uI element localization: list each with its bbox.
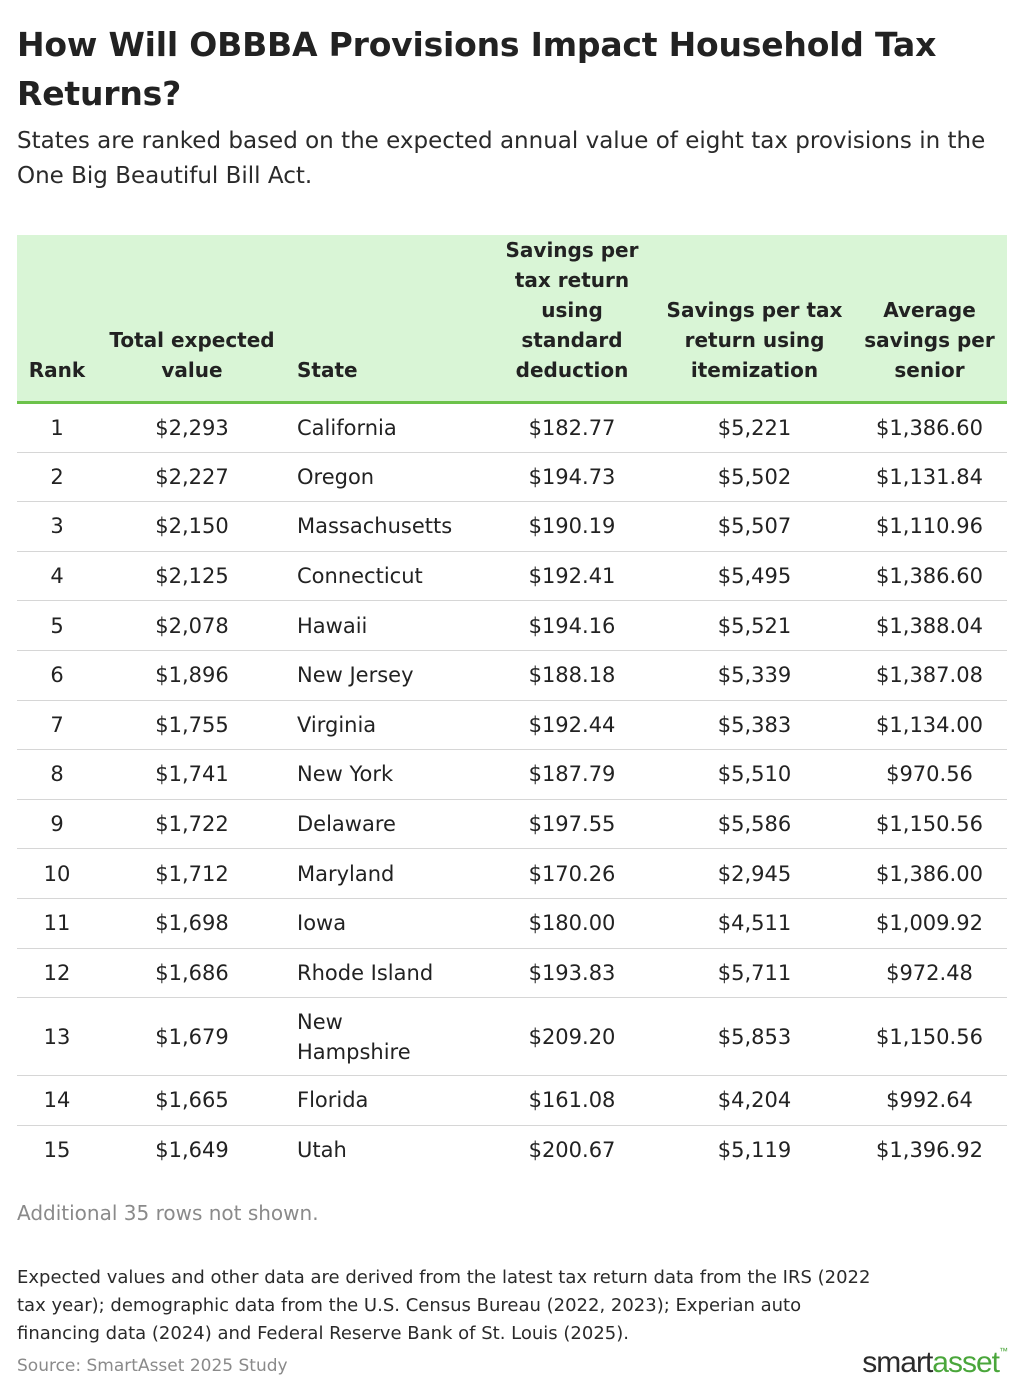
- itemization-cell: $5,495: [657, 551, 852, 601]
- total-value-cell: $2,150: [97, 502, 287, 552]
- standard-deduction-cell: $188.18: [487, 650, 657, 700]
- logo-trademark: ™: [999, 1346, 1008, 1356]
- page-title: How Will OBBBA Provisions Impact Household Tax Returns?: [17, 25, 937, 113]
- total-value-cell: $1,679: [97, 998, 287, 1076]
- column-header-total-expected-value: Total expected value: [97, 235, 287, 403]
- total-value-cell: $2,078: [97, 601, 287, 651]
- senior-savings-cell: $992.64: [852, 1076, 1007, 1126]
- table-body: [17, 403, 1007, 1175]
- state-cell: Utah: [297, 1138, 347, 1163]
- state-cell: New York: [287, 750, 487, 800]
- total-value-cell: $1,665: [97, 1076, 287, 1126]
- itemization-cell: $5,383: [657, 700, 852, 750]
- table-row: [17, 1076, 1007, 1126]
- table-row: [17, 898, 1007, 948]
- state-cell: Massachusetts: [287, 502, 487, 552]
- table-row: [17, 998, 1007, 1076]
- column-header-state: State: [287, 235, 487, 403]
- state-cell: Connecticut: [287, 551, 487, 601]
- column-header-average-savings-senior: Average savings per senior: [852, 235, 1007, 403]
- senior-savings-cell: $1,131.84: [852, 452, 1007, 502]
- standard-deduction-cell: $182.77: [487, 403, 657, 453]
- state-cell: New Jersey: [287, 650, 487, 700]
- rank-cell: 12: [17, 948, 97, 998]
- table-row: [17, 502, 1007, 552]
- column-header-rank: Rank: [17, 235, 97, 403]
- itemization-cell: $5,502: [657, 452, 852, 502]
- rank-cell: 4: [17, 551, 97, 601]
- total-value-cell: $1,755: [97, 700, 287, 750]
- senior-savings-cell: $1,150.56: [852, 998, 1007, 1076]
- rank-cell: 2: [17, 452, 97, 502]
- itemization-cell: $5,521: [657, 601, 852, 651]
- standard-deduction-cell: $192.41: [487, 551, 657, 601]
- senior-savings-cell: $1,150.56: [852, 799, 1007, 849]
- senior-savings-cell: $1,387.08: [852, 650, 1007, 700]
- table-row: [17, 799, 1007, 849]
- table-row: [17, 452, 1007, 502]
- senior-savings-cell: $1,386.00: [852, 849, 1007, 899]
- senior-savings-cell: $970.56: [852, 750, 1007, 800]
- senior-savings-cell: $1,009.92: [852, 898, 1007, 948]
- senior-savings-cell: $1,396.92: [876, 1138, 983, 1163]
- total-value-cell: $2,125: [97, 551, 287, 601]
- rank-cell: 10: [17, 849, 97, 899]
- standard-deduction-cell: $187.79: [487, 750, 657, 800]
- senior-savings-cell: $1,386.60: [852, 551, 1007, 601]
- table-row: [17, 650, 1007, 700]
- state-cell: Maryland: [287, 849, 487, 899]
- senior-savings-cell: $1,134.00: [852, 700, 1007, 750]
- total-value-cell: $1,649: [155, 1138, 229, 1163]
- state-cell: Delaware: [287, 799, 487, 849]
- column-header-standard-deduction: Savings per tax return using standard deduction: [487, 235, 657, 403]
- state-cell: Virginia: [287, 700, 487, 750]
- total-value-cell: $2,227: [97, 452, 287, 502]
- rank-cell: 9: [17, 799, 97, 849]
- table-row: [17, 551, 1007, 601]
- standard-deduction-cell: $209.20: [487, 998, 657, 1076]
- itemization-cell: $4,511: [657, 898, 852, 948]
- itemization-cell: $5,853: [657, 998, 852, 1076]
- page-subtitle: States are ranked based on the expected annual value of eight tax provisions in the One Big Beautiful Bill Act.: [17, 128, 986, 189]
- rank-cell: 14: [17, 1076, 97, 1126]
- table-row: [17, 601, 1007, 651]
- state-cell: Florida: [287, 1076, 487, 1126]
- itemization-cell: $2,945: [657, 849, 852, 899]
- logo-text-asset: asset: [932, 1346, 999, 1379]
- standard-deduction-cell: $194.73: [487, 452, 657, 502]
- table-row: [17, 849, 1007, 899]
- senior-savings-cell: $1,388.04: [852, 601, 1007, 651]
- standard-deduction-cell: $194.16: [487, 601, 657, 651]
- standard-deduction-cell: $161.08: [487, 1076, 657, 1126]
- senior-savings-cell: $972.48: [852, 948, 1007, 998]
- itemization-cell: $5,507: [657, 502, 852, 552]
- state-cell: New Hampshire: [287, 998, 487, 1076]
- senior-savings-cell: $1,110.96: [852, 502, 1007, 552]
- rank-cell: 6: [17, 650, 97, 700]
- rows-hidden-note: Additional 35 rows not shown.: [17, 1201, 319, 1225]
- smartasset-logo: [862, 1346, 1008, 1380]
- senior-savings-cell: $1,386.60: [852, 403, 1007, 453]
- rank-cell: 5: [17, 601, 97, 651]
- state-cell: Rhode Island: [287, 948, 487, 998]
- total-value-cell: $1,698: [97, 898, 287, 948]
- total-value-cell: $1,686: [97, 948, 287, 998]
- source-note: Source: SmartAsset 2025 Study: [17, 1356, 288, 1376]
- standard-deduction-cell: $170.26: [487, 849, 657, 899]
- table-header-row: [17, 235, 1007, 403]
- data-table: [17, 235, 1007, 1175]
- table-row: [17, 948, 1007, 998]
- rank-cell: 7: [17, 700, 97, 750]
- standard-deduction-cell: $193.83: [487, 948, 657, 998]
- table-row: [17, 750, 1007, 800]
- itemization-cell: $5,119: [717, 1138, 792, 1163]
- total-value-cell: $2,293: [97, 403, 287, 453]
- total-value-cell: $1,896: [97, 650, 287, 700]
- state-cell: Oregon: [287, 452, 487, 502]
- table-row: [17, 403, 1007, 453]
- itemization-cell: $5,221: [657, 403, 852, 453]
- table-row: [17, 1125, 1007, 1175]
- total-value-cell: $1,712: [97, 849, 287, 899]
- rank-cell: 13: [17, 998, 97, 1076]
- logo-text-smart: smart: [862, 1346, 933, 1379]
- standard-deduction-cell: $200.67: [528, 1138, 616, 1163]
- state-cell: California: [287, 403, 487, 453]
- total-value-cell: $1,722: [97, 799, 287, 849]
- itemization-cell: $4,204: [657, 1076, 852, 1126]
- standard-deduction-cell: $180.00: [487, 898, 657, 948]
- total-value-cell: $1,741: [97, 750, 287, 800]
- column-header-itemization: Savings per tax return using itemization: [657, 235, 852, 403]
- table-row: [17, 700, 1007, 750]
- itemization-cell: $5,339: [657, 650, 852, 700]
- rank-cell: 11: [17, 898, 97, 948]
- rank-cell: 3: [17, 502, 97, 552]
- standard-deduction-cell: $197.55: [487, 799, 657, 849]
- state-cell: Hawaii: [287, 601, 487, 651]
- itemization-cell: $5,586: [657, 799, 852, 849]
- itemization-cell: $5,510: [657, 750, 852, 800]
- rank-cell: 15: [43, 1138, 71, 1163]
- standard-deduction-cell: $190.19: [487, 502, 657, 552]
- rank-cell: 1: [17, 403, 97, 453]
- state-cell: Iowa: [287, 898, 487, 948]
- itemization-cell: $5,711: [657, 948, 852, 998]
- rank-cell: 8: [17, 750, 97, 800]
- methodology-note: Expected values and other data are derived from the latest tax return data from the IRS (2022 tax year); demographic data from the U.S. Census Bureau (2022, 2023); Experian auto financing data (2024) and Federal Reserve Bank of St. Louis (2025).: [17, 1267, 871, 1344]
- standard-deduction-cell: $192.44: [487, 700, 657, 750]
